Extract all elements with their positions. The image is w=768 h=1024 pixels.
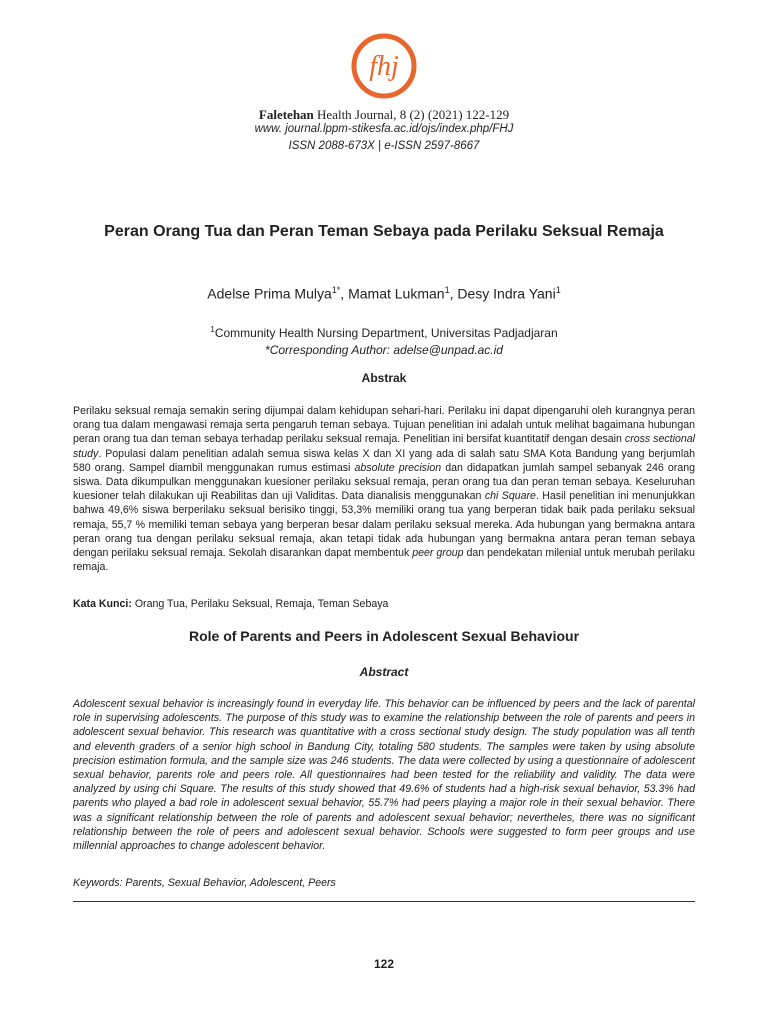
abstrak-emphasis: chi Square: [484, 490, 536, 503]
journal-volume: Health Journal, 8 (2) (2021) 122-129: [313, 107, 510, 122]
affiliation: [0, 321, 768, 342]
affiliation-text: Community Health Nursing Department, Universitas Padjadjaran: [214, 326, 558, 340]
abstrak-text: dan pendekatan milenial untuk merubah perilaku remaja.: [73, 547, 695, 574]
journal-citation: [0, 107, 768, 123]
abstrak-body: [73, 404, 695, 574]
affiliation-block: [0, 321, 768, 359]
author-separator: ,: [340, 285, 349, 302]
abstract-heading: Abstract: [359, 665, 409, 679]
author-separator: ,: [449, 285, 458, 302]
divider: [73, 901, 695, 902]
page-number: 122: [373, 957, 395, 971]
kata-kunci: [73, 598, 388, 610]
abstrak-heading: Abstrak: [361, 371, 407, 385]
author-list: [0, 285, 768, 302]
corresponding-author: *Corresponding Author: adelse@unpad.ac.id: [265, 343, 503, 357]
english-title: Role of Parents and Peers in Adolescent Sexual Behaviour: [188, 628, 580, 644]
abstrak-text: Perilaku seksual remaja semakin sering dijumpai dalam kehidupan sehari-hari. Perilaku ini dapat dipengaruhi oleh kurangnya peran orang tua dalam mengawasi remaja serta pengaruh teman sebaya. Tujuan penelitian ini adalah untuk melihat bagaimana hubungan peran orang tua dan teman sebaya terhadap perilaku seksual remaja. Penelitian ini bersifat kuantitatif dengan desain: [73, 405, 695, 446]
abstract-body: Adolescent sexual behavior is increasingly found in everyday life. This behavior can be influenced by peers and the lack of parental role in supervising adolescents. The purpose of this study was to examine the relationship between the role of parents and peers in adolescent sexual behavior. This research was quantitative with a cross sectional study design. The study population was all tenth and eleventh graders of a senior high school in Bandung City, totaling 580 students. The samples were taken by using absolute precision estimation formula, and the sample size was 246 students. The data were collected by using a questionnaire of adolescent sexual behavior, parents role and peers role. All questionnaires had been tested for the reliability and validity. The data were analyzed by using chi Square. The results of this study showed that 49.6% of students had a high-risk sexual behavior, 53.3% had parents who played a bad role in adolescent sexual behavior, 55.7% had peers playing a major role in their sexual behavior. There was a significant relationship between the role of parents and adolescent sexual behavior; nevertheles, there was no significant relationship between the role of peers and adolescent sexual behavior. Schools were suggested to form peer groups and use millennial approaches to change adolescent behavior.: [73, 698, 695, 853]
author-name: Adelse Prima Mulya: [207, 285, 332, 302]
journal-issn: ISSN 2088-673X | e-ISSN 2597-8667: [288, 140, 480, 152]
abstrak-emphasis: cross sectional study: [73, 433, 695, 460]
kata-kunci-label: Kata Kunci:: [73, 598, 132, 610]
journal-name: Faletehan: [258, 107, 314, 122]
author-affiliation-mark: 1: [555, 285, 561, 295]
author-name: Mamat Lukman: [348, 285, 445, 302]
author-affiliation-mark: 1*: [331, 285, 341, 295]
abstrak-text: . Populasi dalam penelitian adalah semua siswa kelas X dan XI yang ada di salah satu SMA Kota Bandung yang berjumlah 580 orang. Sampel diambil menggunakan rumus estimasi: [73, 447, 695, 474]
journal-logo-text: fhj: [369, 51, 399, 82]
journal-logo: [351, 33, 417, 99]
kata-kunci-text: Orang Tua, Perilaku Seksual, Remaja, Teman Sebaya: [131, 598, 389, 610]
affiliation-mark: 1: [210, 325, 215, 334]
abstrak-emphasis: peer group: [412, 547, 464, 560]
keywords: Keywords: Parents, Sexual Behavior, Adolescent, Peers: [73, 877, 336, 889]
author-name: Desy Indra Yani: [457, 285, 556, 302]
paper-title: Peran Orang Tua dan Peran Teman Sebaya pada Perilaku Seksual Remaja: [104, 223, 664, 240]
abstrak-text: . Hasil penelitian ini menunjukkan bahwa 49,6% siswa berperilaku seksual berisiko tinggi, 53,3% memiliki orang tua yang berperan tidak baik pada perilaku seksual remaja, 55,7 % memiliki teman sebaya yang berperan besar dalam perilaku seksual mereka. Ada hubungan yang bermakna antara peran orang tua dengan perilaku seksual remaja, akan tetapi tidak ada hubungan yang bermakna antara peran teman sebaya dengan perilaku seksual remaja. Sekolah disarankan dapat membentuk: [73, 490, 695, 560]
abstrak-emphasis: absolute precision: [354, 461, 442, 474]
journal-url[interactable]: www. journal.lppm-stikesfa.ac.id/ojs/index.php/FHJ: [254, 123, 514, 135]
author-affiliation-mark: 1: [444, 285, 450, 295]
abstrak-text: dan didapatkan jumlah sampel sebanyak 246 orang siswa. Data dikumpulkan menggunakan kuesioner perilaku seksual remaja, peran orang tua dan peran teman sebaya. Keseluruhan kuesioner telah dilakukan uji Reabilitas dan uji Validitas. Data dianalisis menggunakan: [73, 461, 695, 503]
